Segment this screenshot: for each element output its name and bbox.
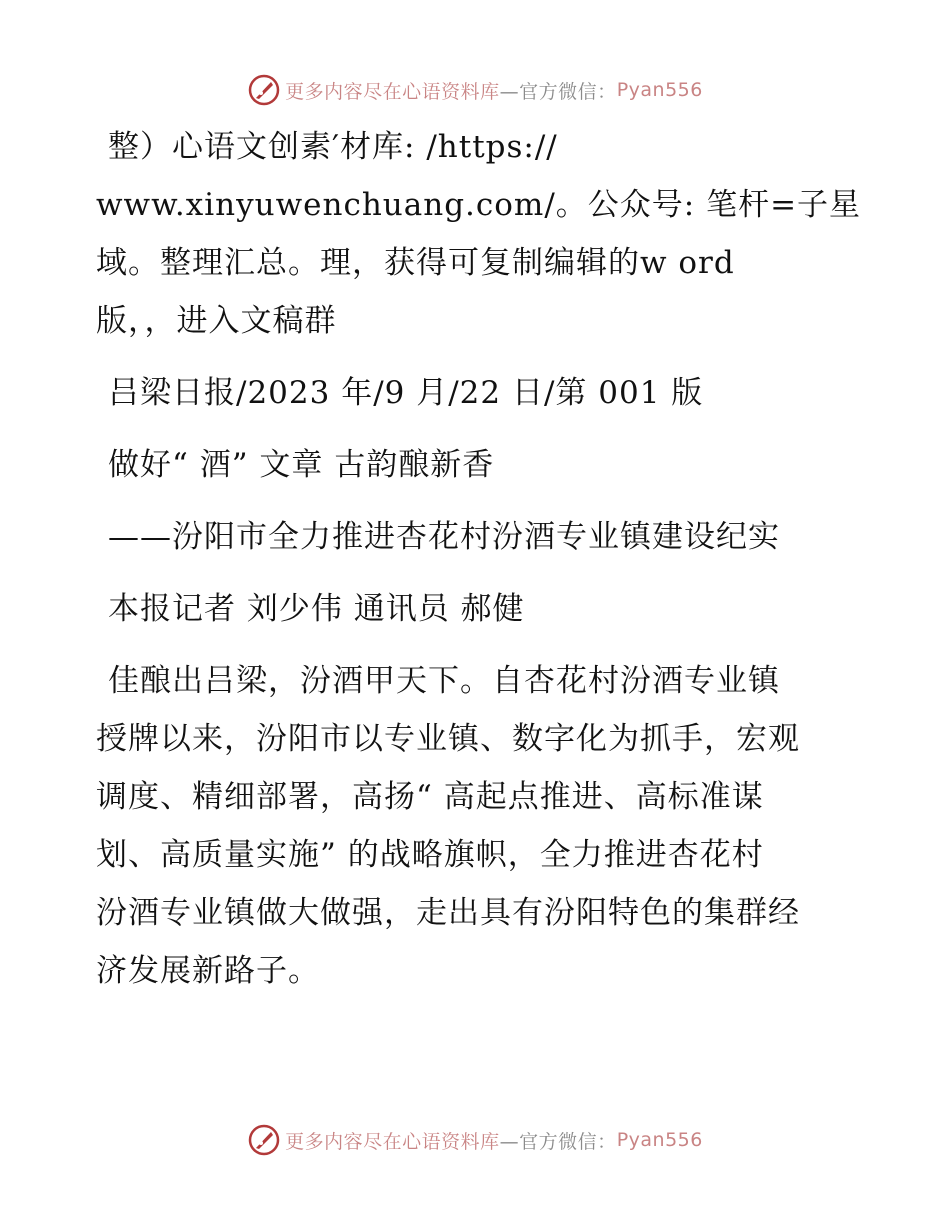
quill-circle-icon (247, 1123, 281, 1157)
watermark-separator: —官方微信： (499, 1130, 617, 1153)
paragraph-line: 授牌以来，汾阳市以专业镇、数字化为抓手，宏观 (96, 721, 800, 757)
paragraph-line: 汾酒专业镇做大做强，走出具有汾阳特色的集群经 (96, 895, 800, 931)
article-paragraph (96, 652, 866, 1000)
watermark-text: 更多内容尽在心语资料库 (285, 1130, 500, 1153)
watermark-handle: Pyan556 (616, 79, 703, 101)
article-byline: 本报记者 刘少伟 通讯员 郝健 (108, 591, 525, 627)
paragraph-line: 划、高质量实施” 的战略旗帜，全力推进杏花村 (96, 837, 764, 873)
footer-watermark (0, 1122, 950, 1158)
intro-line-1: 整）心语文创素′材库: /https:// (108, 129, 558, 165)
article-subtitle: ——汾阳市全力推进杏花村汾酒专业镇建设纪实 (108, 519, 780, 555)
intro-line-2: www.xinyuwenchuang.com/。公众号: 笔杆=子星 (96, 187, 862, 223)
intro-line-4: 版，，进入文稿群 (96, 303, 337, 339)
paragraph-line: 调度、精细部署，高扬“ 高起点推进、高标准谋 (96, 779, 764, 815)
article-source: 吕梁日报/2023 年/9 月/22 日/第 001 版 (108, 375, 704, 411)
quill-circle-icon (247, 73, 281, 107)
watermark-text: 更多内容尽在心语资料库 (285, 80, 500, 103)
intro-line-3: 域。整理汇总。理，获得可复制编辑的w ord (96, 245, 735, 281)
article-title: 做好“ 酒” 文章 古韵酿新香 (108, 447, 495, 483)
watermark-handle: Pyan556 (616, 1129, 703, 1151)
watermark-separator: —官方微信： (499, 80, 617, 103)
paragraph-line: 佳酿出吕梁，汾酒甲天下。自杏花村汾酒专业镇 (108, 663, 780, 699)
header-watermark (0, 72, 950, 108)
paragraph-line: 济发展新路子。 (96, 953, 320, 989)
document-body (96, 118, 866, 1000)
